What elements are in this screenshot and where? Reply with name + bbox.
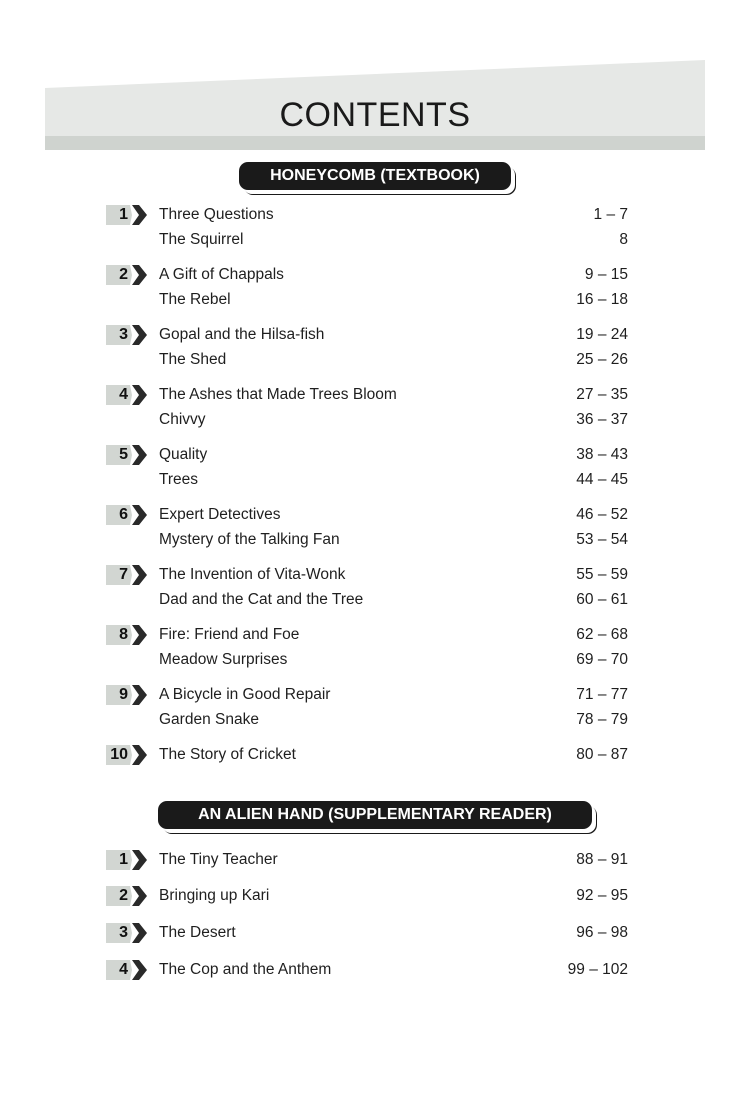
page-range: 80 – 87 [576,746,628,763]
toc-row [0,383,750,411]
chapter-number-badge [106,385,146,405]
page-title: CONTENTS [279,96,471,134]
toc-row [0,408,750,436]
chapter-title: Mystery of the Talking Fan [159,531,340,548]
toc-row [0,503,750,531]
chapter-title: Bringing up Kari [159,887,270,904]
chapter-title: The Ashes that Made Trees Bloom [159,386,397,403]
chapter-number: 10 [110,746,128,763]
toc-row [0,263,750,291]
chapter-title: The Rebel [159,291,231,308]
page-range: 92 – 95 [576,887,628,904]
toc-row [0,468,750,496]
chapter-number-badge [106,850,146,870]
toc-row [0,648,750,676]
toc-row [0,921,750,949]
chapter-number-badge [106,886,146,906]
toc-row [0,563,750,591]
page-range: 62 – 68 [576,626,628,643]
chapter-number: 1 [119,206,128,223]
page-range: 16 – 18 [576,291,628,308]
chapter-number-badge [106,205,146,225]
chapter-number: 7 [119,566,128,583]
chapter-title: The Desert [159,924,236,941]
page-range: 44 – 45 [576,471,628,488]
chapter-title: Gopal and the Hilsa-fish [159,326,325,343]
page-range: 60 – 61 [576,591,628,608]
toc-row [0,958,750,986]
page-range: 55 – 59 [576,566,628,583]
page-range: 27 – 35 [576,386,628,403]
toc-row [0,528,750,556]
toc-row [0,884,750,912]
chapter-number: 3 [119,326,128,343]
chapter-number-badge [106,745,146,765]
chapter-title: A Gift of Chappals [159,266,284,283]
toc-row [0,683,750,711]
chapter-title: The Shed [159,351,227,368]
section-heading-alien-hand: AN ALIEN HAND (SUPPLEMENTARY READER) [158,801,592,829]
chapter-title: The Invention of Vita-Wonk [159,566,346,583]
chapter-title: A Bicycle in Good Repair [159,686,331,703]
toc-row [0,288,750,316]
chapter-number-badge [106,325,146,345]
page-range: 69 – 70 [576,651,628,668]
chapter-number: 6 [119,506,128,523]
page-range: 25 – 26 [576,351,628,368]
chapter-title: Three Questions [159,206,274,223]
chapter-title: The Squirrel [159,231,244,248]
header-banner [0,0,750,160]
page-range: 1 – 7 [593,206,628,223]
page-range: 96 – 98 [576,924,628,941]
toc-row [0,848,750,876]
page-range: 78 – 79 [576,711,628,728]
chapter-number-badge [106,685,146,705]
chapter-title: Dad and the Cat and the Tree [159,591,364,608]
chapter-number-badge [106,565,146,585]
section-heading-honeycomb: HONEYCOMB (TEXTBOOK) [239,162,511,190]
chapter-number: 4 [119,961,128,978]
chapter-number-badge [106,625,146,645]
toc-row [0,708,750,736]
chapter-number-badge [106,960,146,980]
chapter-number: 3 [119,924,128,941]
chapter-number: 1 [119,851,128,868]
toc-row [0,323,750,351]
toc-row [0,203,750,231]
chapter-number: 5 [119,446,128,463]
chapter-title: The Cop and the Anthem [159,961,332,978]
page-range: 46 – 52 [576,506,628,523]
chapter-number: 8 [119,626,128,643]
chapter-title: The Tiny Teacher [159,851,278,868]
chapter-number: 2 [119,266,128,283]
page-range: 71 – 77 [576,686,628,703]
toc-row [0,348,750,376]
chapter-title: Meadow Surprises [159,651,288,668]
chapter-number-badge [106,265,146,285]
chapter-title: Chivvy [159,411,206,428]
chapter-number: 9 [119,686,128,703]
chapter-title: The Story of Cricket [159,746,296,763]
toc-row [0,443,750,471]
toc-row [0,588,750,616]
chapter-title: Expert Detectives [159,506,281,523]
chapter-title: Quality [159,446,208,463]
page-range: 99 – 102 [567,961,628,978]
page-range: 53 – 54 [576,531,628,548]
page-range: 38 – 43 [576,446,628,463]
chapter-title: Trees [159,471,199,488]
toc-row [0,743,750,771]
page-range: 19 – 24 [576,326,628,343]
chapter-number-badge [106,505,146,525]
page-range: 88 – 91 [576,851,628,868]
chapter-number: 2 [119,887,128,904]
toc-row [0,228,750,256]
chapter-title: Fire: Friend and Foe [159,626,300,643]
chapter-number-badge [106,923,146,943]
page-range: 36 – 37 [576,411,628,428]
chapter-number-badge [106,445,146,465]
page-range: 8 [619,231,628,248]
page-range: 9 – 15 [584,266,628,283]
chapter-title: Garden Snake [159,711,259,728]
toc-row [0,623,750,651]
chapter-number: 4 [119,386,128,403]
